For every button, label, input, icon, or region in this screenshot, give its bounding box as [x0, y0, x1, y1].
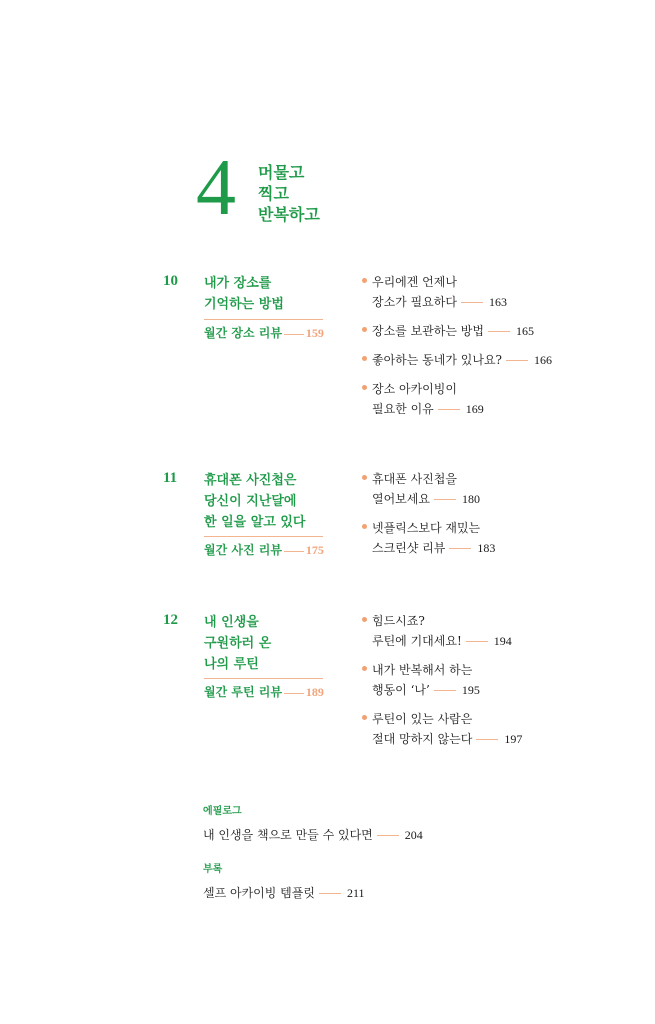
chapter-review-link[interactable] [204, 541, 324, 558]
entry-title: 셀프 아카이빙 템플릿 [203, 886, 315, 900]
chapter-title-line: 휴대폰 사진첩은 [204, 473, 297, 488]
topic-text: 스크린샷 리뷰 [372, 541, 446, 555]
appendix-label: 부록 [203, 864, 223, 875]
topic-item[interactable] [362, 660, 602, 700]
topic-item[interactable] [362, 469, 602, 509]
leader-dots [284, 551, 304, 552]
leader-dots [449, 548, 471, 549]
bullet-dot-icon [362, 327, 367, 332]
leader-dots [466, 641, 488, 642]
topic-line: 내가 반복해서 하는 [372, 663, 473, 677]
topic-line-last [372, 350, 602, 370]
review-label: 월간 장소 리뷰 [204, 326, 282, 340]
page-number: 183 [477, 541, 496, 555]
bullet-dot-icon [362, 617, 367, 622]
leader-dots [461, 302, 483, 303]
leader-dots [438, 409, 460, 410]
topic-text: 장소가 필요하다 [372, 295, 457, 309]
chapter-review-link[interactable] [204, 324, 324, 341]
chapter-title-line: 내 인생을 [204, 615, 259, 630]
topic-line-last [372, 292, 602, 312]
chapter-title-line: 한 일을 알고 있다 [204, 515, 306, 530]
topic-line-last [372, 489, 602, 509]
bullet-dot-icon [362, 356, 367, 361]
topic-line-last [372, 399, 602, 419]
leader-dots [488, 331, 510, 332]
review-label: 월간 루틴 리뷰 [204, 685, 282, 699]
page-number: 175 [305, 543, 324, 557]
part-title-line: 머물고 [258, 163, 305, 182]
page-number: 189 [305, 685, 324, 699]
leader-dots [434, 690, 456, 691]
topic-item[interactable] [362, 321, 602, 341]
chapter-title-line: 내가 장소를 [204, 276, 272, 291]
page-number: 194 [493, 634, 512, 648]
topic-list [362, 272, 602, 428]
chapter-divider [204, 678, 323, 679]
leader-dots [284, 334, 304, 335]
entry-title: 내 인생을 책으로 만들 수 있다면 [203, 828, 373, 842]
part-title [258, 162, 320, 225]
bullet-dot-icon [362, 385, 367, 390]
epilogue-entry[interactable] [203, 825, 423, 845]
appendix-entry[interactable] [203, 883, 365, 903]
chapter-number: 12 [163, 612, 178, 628]
topic-text: 행동이 ‘나’ [372, 683, 430, 697]
bullet-dot-icon [362, 666, 367, 671]
topic-text: 루틴에 기대세요! [372, 634, 462, 648]
topic-text: 장소를 보관하는 방법 [372, 324, 484, 338]
page-number: 169 [465, 402, 484, 416]
leader-dots [506, 360, 528, 361]
bullet-dot-icon [362, 524, 367, 529]
review-label: 월간 사진 리뷰 [204, 543, 282, 557]
topic-line-last [372, 631, 602, 651]
topic-line-last [372, 680, 602, 700]
chapter-10 [163, 273, 603, 423]
page-number: 197 [504, 732, 523, 746]
topic-item[interactable] [362, 272, 602, 312]
topic-line: 힘드시죠? [372, 614, 425, 628]
chapter-title-line: 당신이 지난달에 [204, 494, 297, 509]
topic-text: 열어보세요 [372, 492, 430, 506]
chapter-title-line: 구원하러 온 [204, 636, 272, 651]
part-number: 4 [196, 144, 236, 232]
page-number: 165 [515, 324, 534, 338]
appendix-section [203, 860, 365, 903]
bullet-dot-icon [362, 278, 367, 283]
leader-dots [434, 499, 456, 500]
part-title-line: 반복하고 [258, 205, 320, 224]
page-number: 180 [461, 492, 480, 506]
chapter-title [204, 612, 271, 675]
chapter-title-line: 기억하는 방법 [204, 297, 284, 312]
chapter-number: 10 [163, 273, 178, 289]
topic-item[interactable] [362, 379, 602, 419]
part-title-line: 찍고 [258, 184, 289, 203]
page-number: 211 [346, 886, 365, 900]
topic-text: 절대 망하지 않는다 [372, 732, 473, 746]
epilogue-label: 에필로그 [203, 806, 242, 817]
topic-list [362, 469, 602, 567]
chapter-divider [204, 319, 323, 320]
chapter-11 [163, 470, 603, 570]
page-number: 195 [461, 683, 480, 697]
chapter-divider [204, 536, 323, 537]
topic-line: 넷플릭스보다 재밌는 [372, 521, 481, 535]
topic-text: 좋아하는 동네가 있나요? [372, 353, 502, 367]
chapter-title [204, 470, 305, 533]
leader-dots [284, 693, 304, 694]
topic-line: 루틴이 있는 사람은 [372, 712, 473, 726]
topic-item[interactable] [362, 350, 602, 370]
chapter-title-line: 나의 루틴 [204, 657, 259, 672]
chapter-review-link[interactable] [204, 683, 324, 700]
topic-item[interactable] [362, 518, 602, 558]
topic-line: 장소 아카이빙이 [372, 382, 457, 396]
topic-item[interactable] [362, 611, 602, 651]
page-number: 204 [404, 828, 423, 842]
topic-line-last [372, 538, 602, 558]
topic-line-last [372, 321, 602, 341]
topic-line: 휴대폰 사진첩을 [372, 472, 457, 486]
leader-dots [476, 739, 498, 740]
chapter-12 [163, 612, 603, 762]
page-number: 159 [305, 326, 324, 340]
topic-line-last [372, 729, 602, 749]
leader-dots [319, 893, 341, 894]
page-number: 163 [488, 295, 507, 309]
chapter-number: 11 [163, 470, 178, 486]
topic-line: 우리에겐 언제나 [372, 275, 457, 289]
epilogue-section [203, 802, 423, 845]
topic-list [362, 611, 602, 758]
topic-text: 필요한 이유 [372, 402, 434, 416]
bullet-dot-icon [362, 475, 367, 480]
page-number: 166 [533, 353, 552, 367]
chapter-title [204, 273, 284, 315]
bullet-dot-icon [362, 715, 367, 720]
leader-dots [377, 835, 399, 836]
topic-item[interactable] [362, 709, 602, 749]
